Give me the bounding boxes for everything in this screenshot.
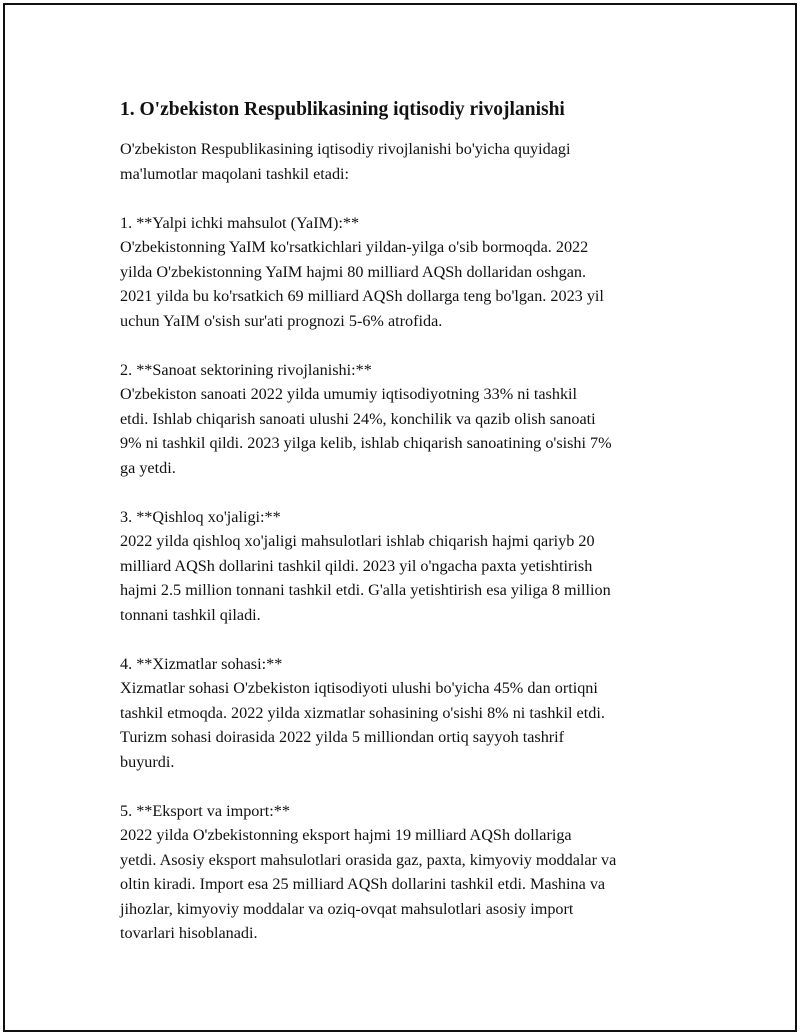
section-heading: 4. **Xizmatlar sohasi:** [120,654,283,673]
page-frame [3,3,797,1032]
section-heading: 3. **Qishloq xo'jaligi:** [120,507,281,526]
section-agriculture [120,505,700,628]
section-body: 2022 yilda qishloq xo'jaligi mahsulotlari ishlab chiqarish hajmi qariyb 20 milliard AQSh dollarini tashkil qildi. 2023 yil o'ngacha paxta yetishtirish hajmi 2.5 million tonnani tashkil etdi. G'alla yetishtirish esa yiliga 8 million tonnani tashkil qiladi. [120,532,611,624]
section-heading: 2. **Sanoat sektorining rivojlanishi:** [120,360,372,379]
document-title: 1. O'zbekiston Respublikasining iqtisodiy rivojlanishi [120,99,565,120]
section-body: 2022 yilda O'zbekistonning eksport hajmi 19 milliard AQSh dollariga yetdi. Asosiy eksport mahsulotlari orasida gaz, paxta, kimyoviy moddalar va oltin kiradi. Import esa 25 milliard AQSh dollarini tashkil etdi. Mashina va jihozlar, kimyoviy moddalar va oziq-ovqat mahsulotlari asosiy import tovarlari hisoblanadi. [120,826,617,942]
section-body: O'zbekistonning YaIM ko'rsatkichlari yildan-yilga o'sib bormoqda. 2022 yilda O'zbekistonning YaIM hajmi 80 milliard AQSh dollaridan oshgan. 2021 yilda bu ko'rsatkich 69 milliard AQSh dollarga teng bo'lgan. 2023 yil uchun YaIM o'sish sur'ati prognozi 5-6% atrofida. [120,238,604,330]
intro-paragraph: O'zbekiston Respublikasining iqtisodiy rivojlanishi bo'yicha quyidagi ma'lumotlar maqolani tashkil etadi: [120,140,571,183]
section-body: Xizmatlar sohasi O'zbekiston iqtisodiyoti ulushi bo'yicha 45% dan ortiqni tashkil etmoqda. 2022 yilda xizmatlar sohasining o'sishi 8% ni tashkil etdi. Turizm sohasi doirasida 2022 yilda 5 milliondan ortiq sayyoh tashrif buyurdi. [120,679,605,771]
section-industry [120,358,700,481]
section-heading: 1. **Yalpi ichki mahsulot (YaIM):** [120,213,360,232]
section-services [120,652,700,775]
section-trade [120,799,700,946]
section-heading: 5. **Eksport va import:** [120,801,290,820]
section-body: O'zbekiston sanoati 2022 yilda umumiy iqtisodiyotning 33% ni tashkil etdi. Ishlab chiqarish sanoati ulushi 24%, konchilik va qazib olish sanoati 9% ni tashkil qildi. 2023 yilga kelib, ishlab chiqarish sanoatining o'sishi 7% ga yetdi. [120,385,612,477]
document-content [120,95,700,970]
section-gdp [120,211,700,334]
